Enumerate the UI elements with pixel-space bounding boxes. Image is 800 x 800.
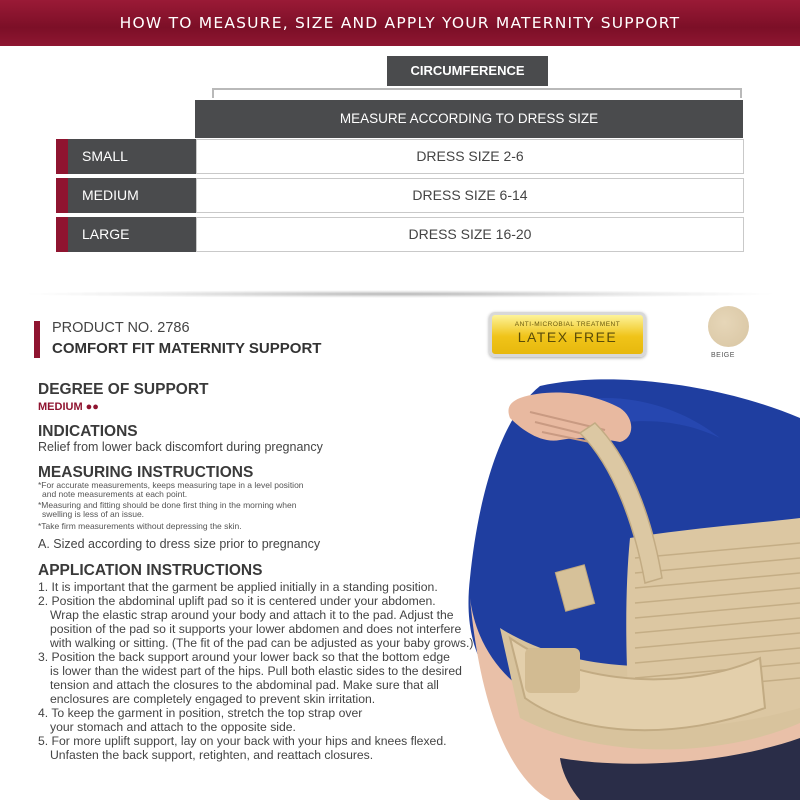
size-value: DRESS SIZE 2-6 — [196, 139, 744, 174]
size-value: DRESS SIZE 16-20 — [196, 217, 744, 252]
measuring-step-a: A. Sized according to dress size prior to pregnancy — [38, 537, 321, 551]
measuring-note: *For accurate measurements, keeps measuring tape in a level position — [38, 480, 304, 490]
badge-title: LATEX FREE — [517, 329, 618, 345]
instruction-line: 1. It is important that the garment be applied initially in a standing position. — [38, 580, 438, 594]
indications-heading: INDICATIONS — [38, 423, 138, 440]
badge-subtitle: ANTI-MICROBIAL TREATMENT — [514, 321, 621, 328]
size-row-medium — [56, 178, 744, 213]
color-swatch — [708, 306, 749, 347]
size-name: LARGE — [68, 217, 250, 252]
section-divider — [20, 290, 780, 298]
instruction-line: Unfasten the back support, retighten, and reattach closures. — [50, 748, 374, 762]
product-accent-bar — [34, 321, 40, 358]
instruction-line: 5. For more uplift support, lay on your back with your hips and knees flexed. — [38, 734, 447, 748]
product-name: COMFORT FIT MATERNITY SUPPORT — [52, 340, 322, 357]
instruction-line: tension and attach the closures to the abdominal pad. Make sure that all — [50, 678, 439, 692]
instruction-line: position of the pad so it supports your lower abdomen and does not interfere — [50, 622, 462, 636]
size-value: DRESS SIZE 6-14 — [196, 178, 744, 213]
instruction-line: your stomach and attach to the opposite side. — [50, 720, 296, 734]
instruction-line: is lower than the widest part of the hips. Pull both elastic sides to the desired — [50, 664, 462, 678]
measuring-note: *Take firm measurements without depressing the skin. — [38, 521, 242, 531]
row-accent — [56, 139, 68, 174]
size-name: MEDIUM — [68, 178, 250, 213]
indications-text: Relief from lower back discomfort during pregnancy — [38, 440, 323, 454]
instruction-line: enclosures are completely engaged to prevent skin irritation. — [50, 692, 376, 706]
row-accent — [56, 217, 68, 252]
support-level: MEDIUM ●● — [38, 401, 99, 413]
size-row-small — [56, 139, 744, 174]
circumference-bracket — [212, 88, 742, 98]
instruction-line: 2. Position the abdominal uplift pad so it is centered under your abdomen. — [38, 594, 436, 608]
size-row-large — [56, 217, 744, 252]
latex-free-badge — [489, 312, 646, 357]
measuring-note: *Measuring and fitting should be done first thing in the morning when — [38, 500, 297, 510]
instruction-line: 3. Position the back support around your lower back so that the bottom edge — [38, 650, 450, 664]
pad-closure — [525, 648, 580, 693]
circumference-label: CIRCUMFERENCE — [387, 56, 548, 86]
size-name: SMALL — [68, 139, 250, 174]
instruction-line: with walking or sitting. (The fit of the pad can be adjusted as your baby grows.) — [50, 636, 474, 650]
instruction-line: Wrap the elastic strap around your body and attach it to the pad. Adjust the — [50, 608, 454, 622]
instruction-line: 4. To keep the garment in position, stretch the top strap over — [38, 706, 363, 720]
application-heading: APPLICATION INSTRUCTIONS — [38, 562, 263, 579]
measuring-note: and note measurements at each point. — [42, 489, 188, 499]
product-photo — [430, 378, 800, 800]
row-accent — [56, 178, 68, 213]
support-heading: DEGREE OF SUPPORT — [38, 381, 209, 398]
color-swatch-label: BEIGE — [711, 352, 735, 359]
product-number: PRODUCT NO. 2786 — [52, 320, 190, 336]
dress-size-column-header: MEASURE ACCORDING TO DRESS SIZE — [195, 100, 743, 138]
measuring-heading: MEASURING INSTRUCTIONS — [38, 464, 254, 481]
page-banner: HOW TO MEASURE, SIZE AND APPLY YOUR MATERNITY SUPPORT — [0, 0, 800, 46]
measuring-note: swelling is less of an issue. — [42, 509, 145, 519]
